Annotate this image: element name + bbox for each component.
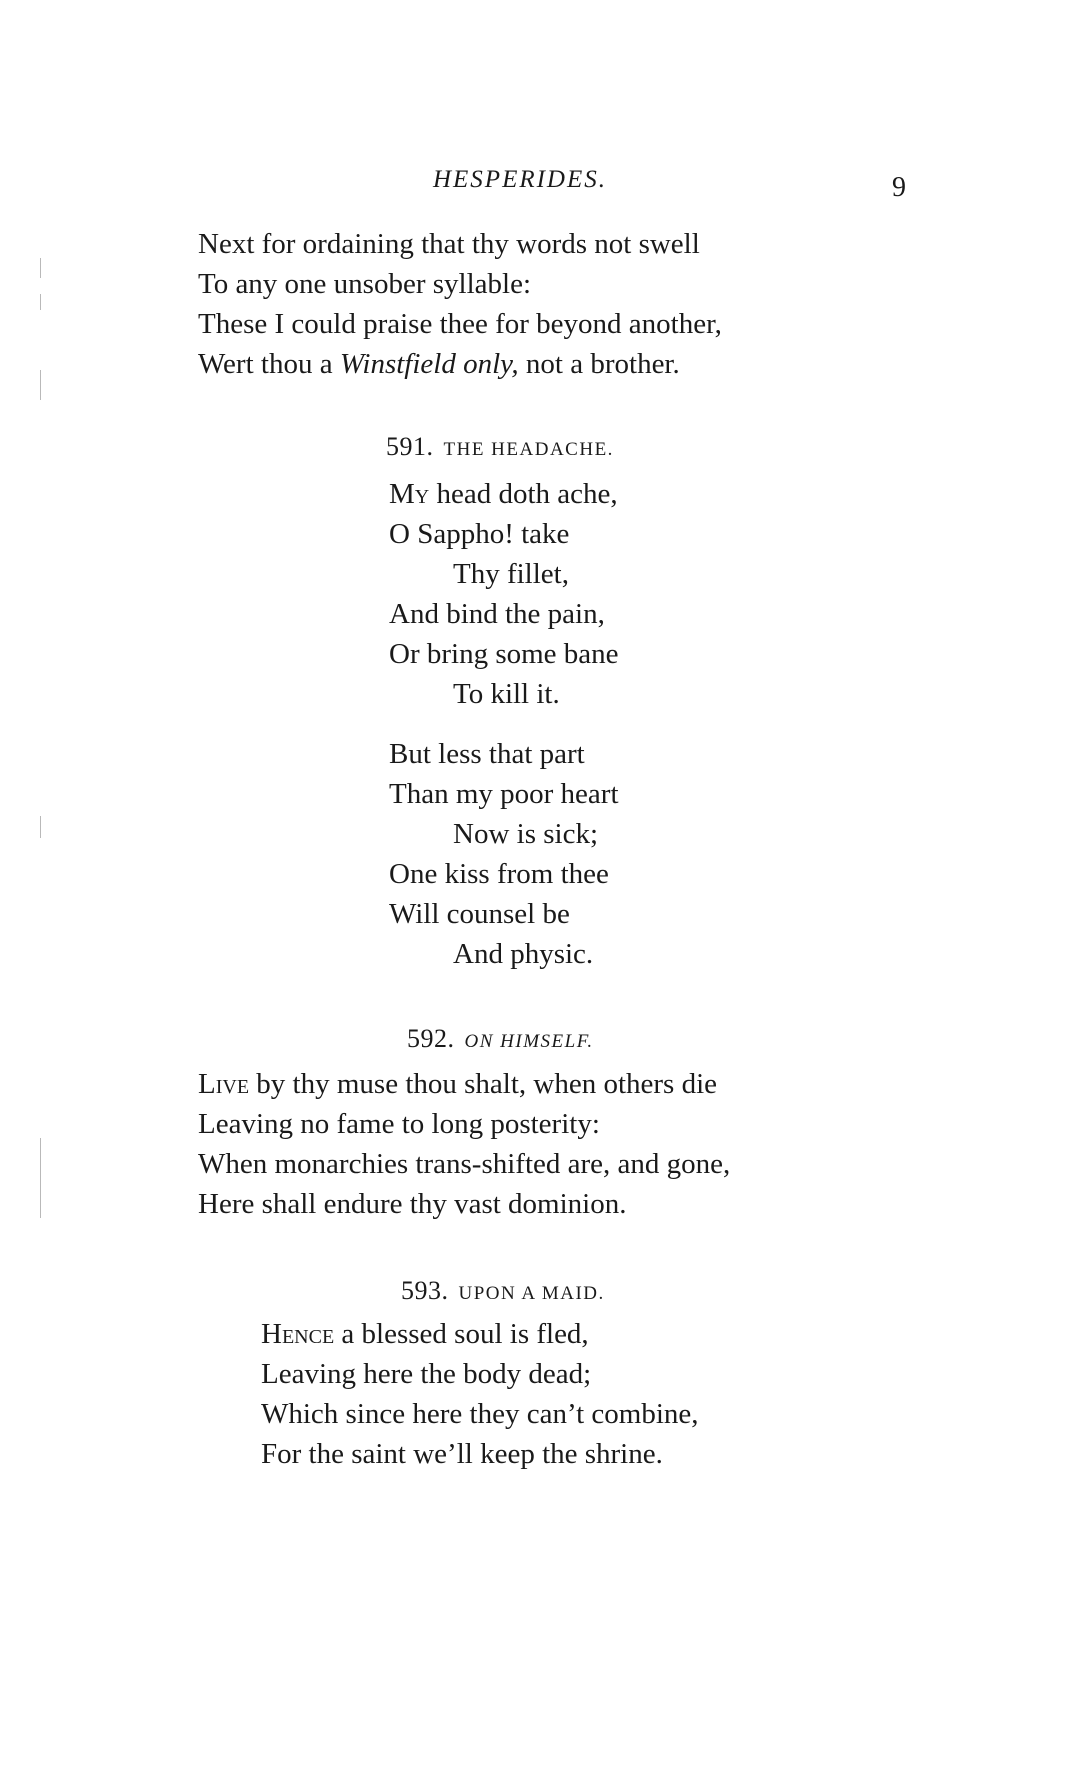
initial-word: Hence [261,1318,335,1350]
verse-line [389,474,619,514]
verse-line: Now is sick; [453,818,598,850]
verse-line: To any one unsober syllable: [198,268,532,300]
verse-line: To kill it. [453,678,560,710]
initial-word: My [389,478,430,510]
verse-line: But less that part [389,738,585,770]
continuation-stanza [198,224,722,384]
verse-line: Here shall endure thy vast dominion. [198,1188,627,1220]
poem-number: 592. [407,1024,455,1053]
poem-stanza [198,1064,730,1224]
poem-heading [401,1276,605,1306]
poem-title: THE HEADACHE. [443,439,614,460]
verse-line: Next for ordaining that thy words not swell [198,228,700,260]
poem-stanza [389,734,619,974]
verse-text: head doth ache, [429,478,618,510]
poem-number: 593. [401,1276,449,1305]
poem-title: ON HIMSELF. [464,1031,594,1052]
verse-line: Or bring some bane [389,638,619,670]
scan-mark [40,258,41,278]
poem-heading [407,1024,594,1054]
verse-line: Will counsel be [389,898,570,930]
poem-stanza [389,474,619,714]
verse-line [198,344,722,384]
scan-mark [40,370,41,400]
verse-text: a blessed soul is fled, [334,1318,589,1350]
scan-mark [40,1138,41,1218]
verse-line [198,1064,730,1104]
page-number: 9 [892,172,906,203]
scan-mark [40,294,41,310]
verse-line: Leaving here the body dead; [261,1358,592,1390]
verse-line: And bind the pain, [389,598,605,630]
running-head: HESPERIDES. [432,166,608,193]
initial-word: Live [198,1068,250,1100]
verse-line [261,1314,699,1354]
verse-line: One kiss from thee [389,858,609,890]
verse-line: Than my poor heart [389,778,619,810]
scan-mark [40,816,41,838]
poem-stanza [261,1314,699,1474]
poem-heading [386,432,614,462]
poem-number: 591. [386,432,434,461]
verse-text: by thy muse thou shalt, when others die [249,1068,718,1100]
verse-line: O Sappho! take [389,518,570,550]
verse-italic-text: Winstfield only, [339,348,519,380]
verse-line: Leaving no fame to long posterity: [198,1108,600,1140]
verse-line: And physic. [453,938,594,970]
poem-title: UPON A MAID. [458,1283,605,1304]
verse-text: Wert thou a [198,348,340,380]
verse-line: These I could praise thee for beyond another, [198,308,722,340]
verse-line: When monarchies trans-shifted are, and gone, [198,1148,731,1180]
verse-text: not a brother. [518,348,680,380]
verse-line: Which since here they can’t combine, [261,1398,699,1430]
verse-line: For the saint we’ll keep the shrine. [261,1438,663,1470]
verse-line: Thy fillet, [453,558,569,590]
